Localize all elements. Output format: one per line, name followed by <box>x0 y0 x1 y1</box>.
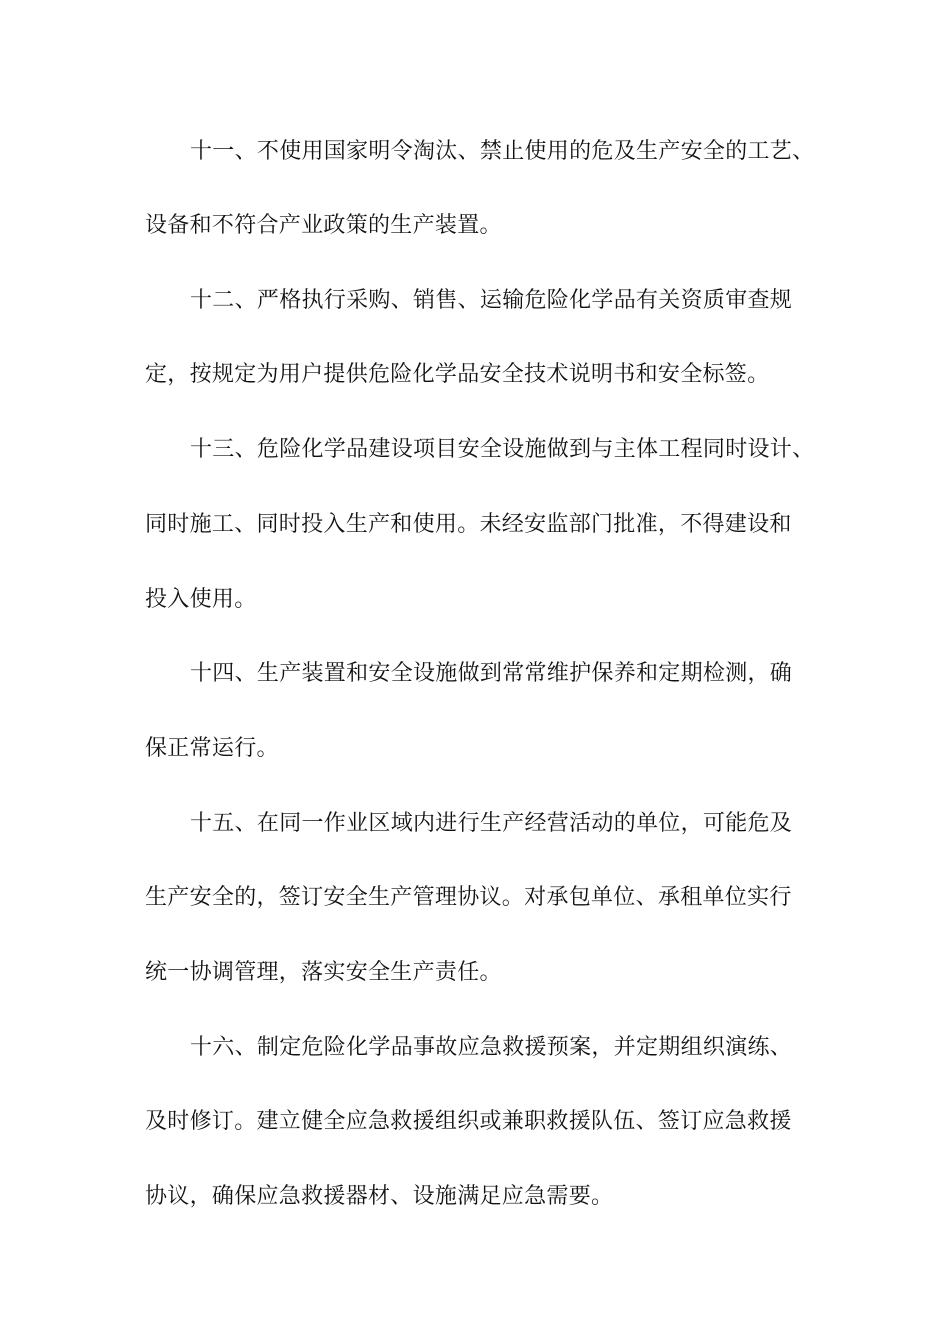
paragraph-11-line-1: 十一、不使用国家明令淘汰、禁止使用的危及生产安全的工艺、 <box>190 139 815 164</box>
paragraph-13-line-3: 投入使用。 <box>145 587 257 612</box>
paragraph-14-line-2: 保正常运行。 <box>145 736 279 761</box>
paragraph-15-line-1: 十五、在同一作业区域内进行生产经营活动的单位，可能危及 <box>190 811 793 836</box>
paragraph-13-line-1: 十三、危险化学品建设项目安全设施做到与主体工程同时设计、 <box>190 437 815 462</box>
paragraph-11-line-2: 设备和不符合产业政策的生产装置。 <box>145 213 502 238</box>
paragraph-16-line-2: 及时修订。建立健全应急救援组织或兼职救援队伍、签订应急救援 <box>145 1109 792 1134</box>
paragraph-16-line-3: 协议，确保应急救援器材、设施满足应急需要。 <box>145 1184 614 1209</box>
paragraph-15-line-3: 统一协调管理，落实安全生产责任。 <box>145 960 502 985</box>
paragraph-13-line-2: 同时施工、同时投入生产和使用。未经安监部门批准，不得建设和 <box>145 512 792 537</box>
paragraph-14-line-1: 十四、生产装置和安全设施做到常常维护保养和定期检测，确 <box>190 661 793 686</box>
paragraph-16-line-1: 十六、制定危险化学品事故应急救援预案，并定期组织演练、 <box>190 1035 793 1060</box>
paragraph-12-line-1: 十二、严格执行采购、销售、运输危险化学品有关资质审查规 <box>190 288 793 313</box>
paragraph-15-line-2: 生产安全的，签订安全生产管理协议。对承包单位、承租单位实行 <box>145 885 792 910</box>
paragraph-12-line-2: 定，按规定为用户提供危险化学品安全技术说明书和安全标签。 <box>145 362 770 387</box>
